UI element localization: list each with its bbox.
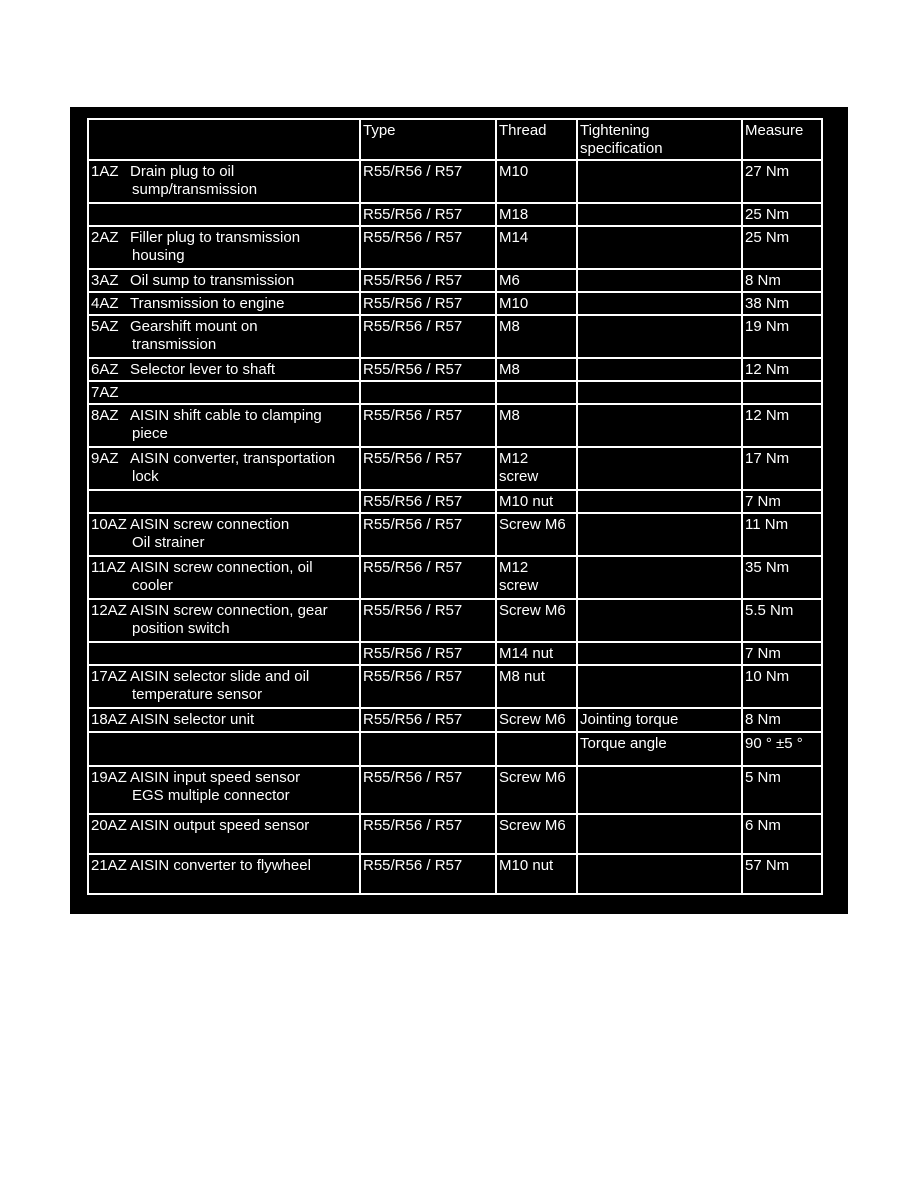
measure-cell: 25 Nm — [742, 226, 822, 269]
spec-cell — [577, 381, 742, 404]
thread-cell — [496, 381, 577, 404]
thread-cell — [496, 732, 577, 766]
type-cell — [360, 732, 496, 766]
table-row — [88, 292, 822, 315]
item-cell — [88, 642, 360, 665]
item-code: 4AZ — [91, 295, 119, 312]
measure-cell: 10 Nm — [742, 665, 822, 708]
header-thread: Thread — [496, 119, 577, 160]
item-description: AISIN output speed sensor — [130, 817, 310, 834]
item-code: 7AZ — [91, 384, 119, 401]
item-cell — [88, 599, 360, 642]
measure-cell: 17 Nm — [742, 447, 822, 490]
type-cell: R55/R56 / R57 — [360, 203, 496, 226]
item-code: 3AZ — [91, 272, 119, 289]
item-description: AISIN selector unit — [130, 711, 255, 728]
spec-cell — [577, 203, 742, 226]
type-cell: R55/R56 / R57 — [360, 642, 496, 665]
measure-cell: 90 ° ±5 ° — [742, 732, 822, 766]
table-row — [88, 447, 822, 490]
table-row — [88, 513, 822, 556]
item-description-cont: position switch — [132, 620, 230, 637]
item-code: 5AZ — [91, 318, 119, 335]
header-row — [88, 119, 822, 160]
measure-cell: 8 Nm — [742, 269, 822, 292]
item-description-cont: transmission — [132, 336, 217, 353]
measure-cell: 7 Nm — [742, 490, 822, 513]
item-description: AISIN screw connection, gear — [130, 602, 328, 619]
spec-cell — [577, 599, 742, 642]
item-description-cont: sump/transmission — [132, 181, 258, 198]
thread-cell: M8 — [496, 315, 577, 358]
measure-cell: 38 Nm — [742, 292, 822, 315]
item-cell — [88, 226, 360, 269]
spec-cell — [577, 490, 742, 513]
measure-cell: 7 Nm — [742, 642, 822, 665]
type-cell: R55/R56 / R57 — [360, 447, 496, 490]
item-description: Drain plug to oil — [130, 163, 235, 180]
table-row — [88, 854, 822, 894]
table-row — [88, 315, 822, 358]
item-code: 8AZ — [91, 407, 119, 424]
thread-cell: M8 nut — [496, 665, 577, 708]
header-type: Type — [360, 119, 496, 160]
type-cell: R55/R56 / R57 — [360, 814, 496, 854]
type-cell: R55/R56 / R57 — [360, 766, 496, 814]
spec-cell — [577, 447, 742, 490]
item-cell — [88, 269, 360, 292]
table-row — [88, 358, 822, 381]
item-cell — [88, 404, 360, 447]
table-row — [88, 269, 822, 292]
spec-cell: Torque angle — [577, 732, 742, 766]
item-description-cont: piece — [132, 425, 168, 442]
item-description: AISIN converter to flywheel — [130, 857, 311, 874]
item-description: Selector lever to shaft — [130, 361, 276, 378]
spec-cell: Jointing torque — [577, 708, 742, 732]
spec-cell — [577, 358, 742, 381]
table-row — [88, 599, 822, 642]
table-row — [88, 203, 822, 226]
item-description: Gearshift mount on — [130, 318, 258, 335]
measure-cell — [742, 381, 822, 404]
table-row — [88, 490, 822, 513]
item-code: 2AZ — [91, 229, 119, 246]
type-cell: R55/R56 / R57 — [360, 226, 496, 269]
thread-cell: M18 — [496, 203, 577, 226]
measure-cell: 11 Nm — [742, 513, 822, 556]
type-cell: R55/R56 / R57 — [360, 599, 496, 642]
measure-cell: 12 Nm — [742, 404, 822, 447]
measure-cell: 19 Nm — [742, 315, 822, 358]
type-cell: R55/R56 / R57 — [360, 292, 496, 315]
type-cell: R55/R56 / R57 — [360, 490, 496, 513]
item-description: AISIN input speed sensor — [130, 769, 301, 786]
thread-cell: M10 — [496, 160, 577, 203]
type-cell: R55/R56 / R57 — [360, 556, 496, 599]
thread-cell: M8 — [496, 358, 577, 381]
item-description: AISIN screw connection — [130, 516, 290, 533]
item-description-cont: cooler — [132, 577, 173, 594]
item-cell — [88, 292, 360, 315]
header-item — [88, 119, 360, 160]
type-cell: R55/R56 / R57 — [360, 404, 496, 447]
item-cell — [88, 708, 360, 732]
type-cell: R55/R56 / R57 — [360, 358, 496, 381]
table-row — [88, 226, 822, 269]
torque-spec-table — [87, 118, 823, 895]
item-code: 20AZ — [91, 817, 127, 834]
spec-cell — [577, 766, 742, 814]
item-description-cont: Oil strainer — [132, 534, 205, 551]
item-cell — [88, 447, 360, 490]
item-cell — [88, 814, 360, 854]
item-description: AISIN screw connection, oil — [130, 559, 313, 576]
spec-cell — [577, 226, 742, 269]
spec-cell — [577, 315, 742, 358]
thread-cell: M6 — [496, 269, 577, 292]
spec-cell — [577, 642, 742, 665]
type-cell: R55/R56 / R57 — [360, 160, 496, 203]
item-description: Oil sump to transmission — [130, 272, 295, 289]
measure-cell: 5 Nm — [742, 766, 822, 814]
type-cell: R55/R56 / R57 — [360, 315, 496, 358]
item-code: 12AZ — [91, 602, 127, 619]
item-cell — [88, 766, 360, 814]
item-description: AISIN selector slide and oil — [130, 668, 310, 685]
item-code: 19AZ — [91, 769, 127, 786]
item-cell — [88, 203, 360, 226]
item-cell — [88, 556, 360, 599]
item-cell — [88, 160, 360, 203]
item-cell — [88, 732, 360, 766]
thread-cell: Screw M6 — [496, 814, 577, 854]
item-description-cont: temperature sensor — [132, 686, 263, 703]
table-row — [88, 708, 822, 732]
item-description: Transmission to engine — [130, 295, 285, 312]
item-description: AISIN shift cable to clamping — [130, 407, 322, 424]
table-row — [88, 404, 822, 447]
table-row — [88, 381, 822, 404]
item-code: 18AZ — [91, 711, 127, 728]
spec-cell — [577, 665, 742, 708]
item-cell — [88, 358, 360, 381]
spec-cell — [577, 556, 742, 599]
thread-cell: Screw M6 — [496, 599, 577, 642]
type-cell: R55/R56 / R57 — [360, 708, 496, 732]
thread-cell: M10 nut — [496, 490, 577, 513]
thread-cell: M14 nut — [496, 642, 577, 665]
type-cell: R55/R56 / R57 — [360, 665, 496, 708]
thread-cell: M10 nut — [496, 854, 577, 894]
spec-cell — [577, 292, 742, 315]
thread-cell: M14 — [496, 226, 577, 269]
item-code: 21AZ — [91, 857, 127, 874]
item-cell — [88, 854, 360, 894]
measure-cell: 25 Nm — [742, 203, 822, 226]
thread-cell: Screw M6 — [496, 513, 577, 556]
spec-cell — [577, 513, 742, 556]
thread-cell: Screw M6 — [496, 766, 577, 814]
spec-cell — [577, 814, 742, 854]
thread-cell: M12 screw — [496, 447, 577, 490]
item-cell — [88, 381, 360, 404]
spec-cell — [577, 160, 742, 203]
table-row — [88, 665, 822, 708]
item-description: Filler plug to transmission — [130, 229, 301, 246]
header-measure: Measure — [742, 119, 822, 160]
table-row — [88, 642, 822, 665]
measure-cell: 57 Nm — [742, 854, 822, 894]
type-cell: R55/R56 / R57 — [360, 269, 496, 292]
table-row — [88, 556, 822, 599]
item-description-cont: EGS multiple connector — [132, 787, 290, 804]
item-cell — [88, 490, 360, 513]
measure-cell: 5.5 Nm — [742, 599, 822, 642]
header-spec: Tightening specification — [577, 119, 742, 160]
item-cell — [88, 665, 360, 708]
measure-cell: 6 Nm — [742, 814, 822, 854]
thread-cell: M12 screw — [496, 556, 577, 599]
measure-cell: 35 Nm — [742, 556, 822, 599]
measure-cell: 27 Nm — [742, 160, 822, 203]
item-description: AISIN converter, transportation — [130, 450, 336, 467]
thread-cell: M8 — [496, 404, 577, 447]
spec-cell — [577, 854, 742, 894]
spec-cell — [577, 404, 742, 447]
item-code: 11AZ — [91, 559, 126, 576]
spec-cell — [577, 269, 742, 292]
item-code: 10AZ — [91, 516, 127, 533]
type-cell: R55/R56 / R57 — [360, 513, 496, 556]
item-code: 9AZ — [91, 450, 119, 467]
item-cell — [88, 513, 360, 556]
type-cell — [360, 381, 496, 404]
item-code: 17AZ — [91, 668, 127, 685]
thread-cell: Screw M6 — [496, 708, 577, 732]
table-row — [88, 160, 822, 203]
item-code: 6AZ — [91, 361, 119, 378]
table-row — [88, 766, 822, 814]
measure-cell: 8 Nm — [742, 708, 822, 732]
table-row — [88, 732, 822, 766]
item-description-cont: housing — [132, 247, 185, 264]
table-row — [88, 814, 822, 854]
measure-cell: 12 Nm — [742, 358, 822, 381]
item-description-cont: lock — [132, 468, 159, 485]
thread-cell: M10 — [496, 292, 577, 315]
type-cell: R55/R56 / R57 — [360, 854, 496, 894]
item-code: 1AZ — [91, 163, 119, 180]
item-cell — [88, 315, 360, 358]
